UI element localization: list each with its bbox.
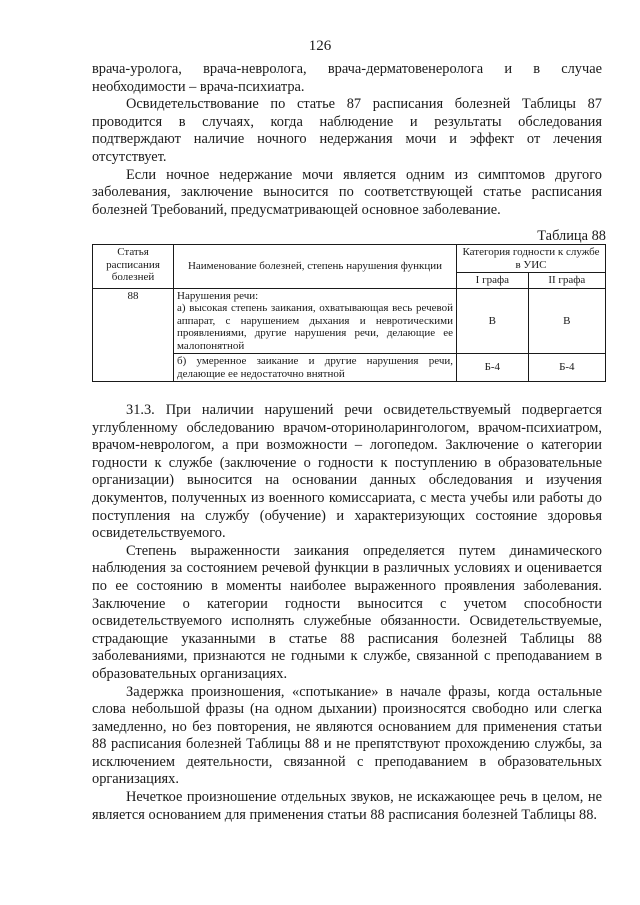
page-number: 126 — [308, 38, 332, 54]
header-col2: II графа — [528, 273, 605, 289]
intro-text — [92, 61, 602, 219]
paragraph: 31.3. При наличии нарушений речи освидетельствуемый подвергается углубленному обследованию врачом-оториноларингологом, врачом-психиатром, врачом-неврологом, а при возможности – логопедом. Заключение о категории годности к службе (заключение о годности к поступлению в образовательные организации) выносится на основании данных обследования и изучения документов, полученных из военного комиссариата, с места учебы или работы до поступления на службу (обучение) и характеризующих состояние здоровья освидетельствуемого. — [92, 402, 602, 542]
disease-table — [92, 244, 606, 382]
header-article: Статья расписания болезней — [93, 245, 174, 289]
row-description: б) умеренное заикание и другие нарушения речи, делающие ее недостаточно внятной — [177, 355, 453, 380]
article-number: 88 — [93, 288, 174, 382]
row-g1: Б-4 — [457, 354, 529, 382]
body-text — [92, 402, 602, 824]
row-g2: Б-4 — [528, 354, 605, 382]
header-category: Категория годности к службе в УИС — [457, 245, 606, 273]
paragraph: Нечеткое произношение отдельных звуков, не искажающее речь в целом, не является основанием для применения статьи 88 расписания болезней Таблицы 88. — [92, 789, 602, 823]
group-title: Нарушения речи: — [177, 289, 259, 302]
header-col1: I графа — [457, 273, 529, 289]
table-row — [93, 288, 606, 354]
row-g1: В — [457, 288, 529, 354]
row-g2: В — [528, 288, 605, 354]
paragraph: Степень выраженности заикания определяется путем динамического наблюдения за состоянием речевой функции в различных условиях и оценивается по ее состоянию в моменты наиболее выраженного проявления заболевания. Заключение о категории годности выносится с учетом способности освидетельствуемого исполнять служебные обязанности. Освидетельствуемые, страдающие указанными в статье 88 расписания болезней Таблицы 88 заболеваниями, признаются не годными к службе, связанной с преподаванием в образовательных организациях. — [92, 542, 602, 682]
paragraph: врача-уролога, врача-невролога, врача-дерматовенеролога и в случае необходимости – врача-психиатра. — [92, 61, 602, 95]
table-header-row — [93, 245, 606, 273]
row-description: а) высокая степень заикания, охватывающая весь речевой аппарат, с нарушением дыхания и невротическими проявлениями, другие нарушения речи, делающие ее малопонятной — [177, 302, 453, 352]
header-name: Наименование болезней, степень нарушения функции — [174, 245, 457, 289]
paragraph: Задержка произношения, «спотыкание» в начале фразы, когда остальные слова небольшой фразы (на одном дыхании) произносятся свободно или слегка замедленно, но без повторения, не являются основанием для применения статьи 88 расписания болезней Таблицы 88 и не препятствуют прохождению службы, за исключением деятельности, связанной с преподаванием в образовательных организациях. — [92, 683, 602, 788]
row-text — [174, 288, 457, 354]
paragraph: Освидетельствование по статье 87 расписания болезней Таблицы 87 проводится в случаях, когда наблюдение и результаты обследования подтверждают наличие ночного недержания мочи и эффект от лечения отсутствует. — [92, 96, 602, 165]
row-text — [174, 354, 457, 382]
table-caption: Таблица 88 — [537, 228, 606, 244]
paragraph: Если ночное недержание мочи является одним из симптомов другого заболевания, заключение выносится по соответствующей статье расписания болезней Требований, предусматривающей основное заболевание. — [92, 166, 602, 218]
